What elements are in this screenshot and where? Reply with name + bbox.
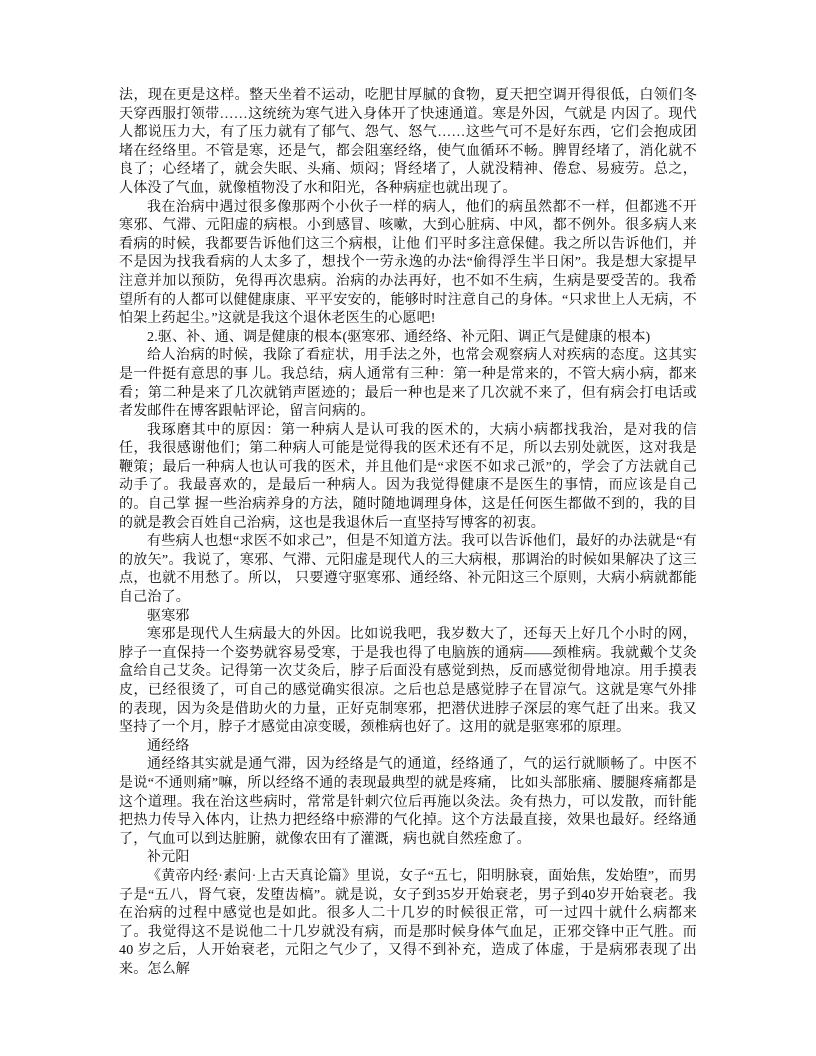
section-title: 2.驱、补、通、调是健康的根本(驱寒邪、通经络、补元阳、调正气是健康的根本) <box>147 329 651 345</box>
subheading-tonify-yang: 补元阳 <box>147 850 190 866</box>
paragraph-unblock-meridians-body: 通经络其实就是通气滞，因为经络是气的通道，经络通了，气的运行就顺畅了。中医不是说“不通则痛”嘛，所以经络不通的表现最典型的就是疼痛， 比如头部胀痛、腰腿疼痛都是这个道理。我在治这些病时，常常是针刺穴位后再施以灸法。灸有热力，可以发散，而针能把热力传导入体内，让热力把经络中瘀滞的气化掉。这个方法最直接，效果也最好。经络通了，气血可以到达脏腑，就像农田有了灌溉，病也就自然痊愈了。 <box>119 757 697 847</box>
paragraph-intro-continuation: 法，现在更是这样。整天坐着不运动，吃肥甘厚腻的食物，夏天把空调开得很低，白领们冬天穿西服打领带……这统统为寒气进入身体开了快速通道。寒是外因，气就是 内因了。现代人都说压力大，有了压力就有了郁气、怨气、怒气……这些气可不是好东西，它们会抱成团堵在经络里。不管是寒，还是气，都会阻塞经络，使气血循环不畅。脾胃经堵了，消化就不良了；心经堵了，就会失眠、头痛、烦闷；肾经堵了，人就没精神、倦怠、易疲劳。总之，人体没了气血，就像植物没了水和阳光，各种病症也就出现了。 <box>119 88 697 196</box>
paragraph-patients: 我在治病中遇过很多像那两个小伙子一样的病人，他们的病虽然都不一样，但都逃不开寒邪、气滞、元阳虚的病根。小到感冒、咳嗽，大到心脏病、中风，都不例外。很多病人来看病的时候，我都要告诉他们这三个病根，让他 们平时多注意保健。我之所以告诉他们，并不是因为找我看病的人太多了，想找个一劳永逸的办法“偷得浮生半日闲”。我是想大家提早注意并加以预防，免得再次患病。治病的办法再好，也不如不生病，生病是要受苦的。我希望所有的人都可以健健康康、平平安安的，能够时时注意自己的身体。“只求世上人无病，不怕架上药起尘。”这就是我这个退休老医生的心愿吧! <box>119 199 697 327</box>
paragraph-dispel-cold-body: 寒邪是现代人生病最大的外因。比如说我吧，我岁数大了，还每天上好几个小时的网，脖子一直保持一个姿势就容易受寒，于是我也得了电脑族的通病——颈椎病。我就戴个艾灸盒给自己艾灸。记得第一次艾灸后，脖子后面没有感觉到热，反而感觉彻骨地凉。用手摸表皮，已经很烫了，可自己的感觉确实很凉。之后也总是感觉脖子在冒凉气。这就是寒气外排的表现，因为灸是借助火的力量，正好克制寒邪，把潜伏进脖子深层的寒气赶了出来。我又坚持了一个月，脖子才感觉由凉变暖，颈椎病也好了。这用的就是驱寒邪的原理。 <box>119 627 697 736</box>
subheading-unblock-meridians: 通经络 <box>147 738 190 754</box>
paragraph-three-principles: 有些病人也想“求医不如求己”，但是不知道方法。我可以告诉他们，最好的办法就是“有的放矢”。我说了，寒邪、气滞、元阳虚是现代人的三大病根，那调治的时候如果解决了这三点，也就不用愁了。所以， 只要遵守驱寒邪、通经络、补元阳这三个原则，大病小病就都能自己治了。 <box>119 534 697 606</box>
text-block <box>119 87 697 980</box>
subheading-dispel-cold: 驱寒邪 <box>147 608 190 624</box>
paragraph-observe-patients: 给人治病的时候，我除了看症状，用手法之外，也常会观察病人对疾病的态度。这其实是一件挺有意思的事 儿。我总结，病人通常有三种：第一种是常来的，不管大病小病，都来看；第二种是来了几次就销声匿迹的；最后一种也是来了几次就不来了，但有病会打电话或者发邮件在博客跟帖评论，留言问病的。 <box>119 348 697 420</box>
paragraph-three-kinds-reasons: 我琢磨其中的原因：第一种病人是认可我的医术的，大病小病都找我治，是对我的信任，我很感谢他们；第二种病人可能是觉得我的医术还有不足，所以去别处就医，这对我是鞭策；最后一种病人也认可我的医术，并且他们是“求医不如求己派”的，学会了方法就自己动手了。我最喜欢的，是最后一种病人。因为我觉得健康不是医生的事情，而应该是自己的。自己掌 握一些治病养身的方法，随时随地调理身体，这是任何医生都做不到的，我的目的就是教会百姓自己治病，这也是我退休后一直坚持写博客的初衷。 <box>119 422 697 531</box>
paragraph-tonify-yang-body: 《黄帝内经·素问·上古天真论篇》里说，女子“五七，阳明脉衰，面始焦，发始堕”，而男子是“五八，肾气衰，发堕齿槁”。就是说，女子到35岁开始衰老，男子到40岁开始衰老。我在治病的过程中感觉也是如此。很多人二十几岁的时候很正常，可一过四十就什么病都来了。我觉得这不是说他二十几岁就没有病，而是那时候身体气血足，正邪交锋中正气胜。而 40 岁之后，人开始衰老，元阳之气少了，又得不到补充，造成了体虚，于是病邪表现了出来。怎么解 <box>119 868 697 977</box>
